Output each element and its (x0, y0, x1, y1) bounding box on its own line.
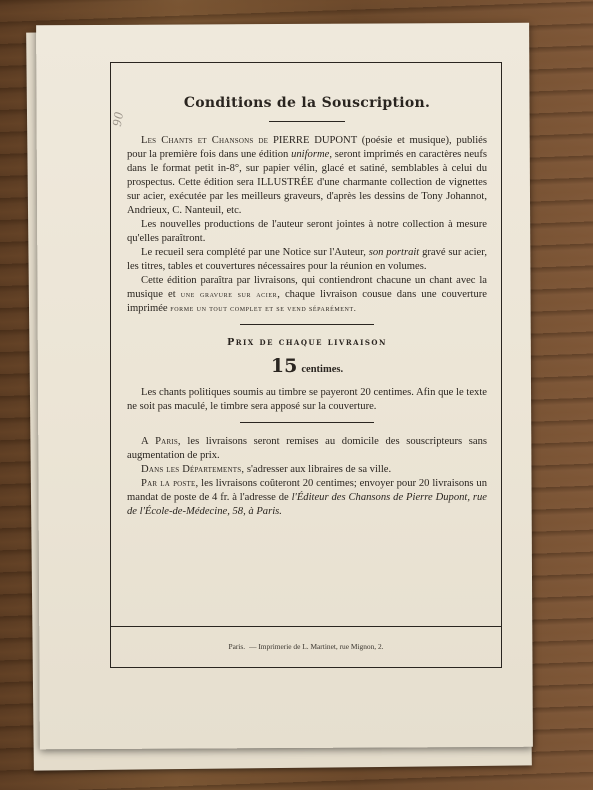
bordered-frame (110, 62, 502, 668)
section-divider-1 (240, 324, 374, 325)
price-unit: centimes. (301, 364, 344, 375)
poste-editeur: l'Éditeur des Chansons de Pierre Dupont, rue de l'École-de-Médecine, 58, à Paris. (127, 492, 488, 517)
paragraph-livraisons (127, 274, 487, 316)
poste-lead: Par la poste, (141, 478, 199, 489)
intro-text-1: (poésie et musique), publiés pour la première fois dans une édition (127, 135, 487, 160)
livraisons-forme: forme un tout complet et se vend séparément. (170, 304, 357, 313)
paragraph-new-productions: Les nouvelles productions de l'auteur seront jointes à notre collection à mesure qu'elles paraîtront. (127, 219, 487, 244)
intro-lead: Les Chants et Chansons de (141, 135, 269, 146)
paragraph-intro (127, 134, 487, 218)
paragraph-poste (127, 477, 487, 519)
notice-text-2: gravé sur acier, les titres, tables et couvertures nécessaires pour la réunion en volumes. (127, 247, 488, 272)
price-label: Prix de chaque livraison (227, 337, 387, 348)
paris-text: les livraisons seront remises au domicile des souscripteurs sans augmentation de prix. (127, 436, 487, 461)
livraisons-text-2: , chaque livraison cousue dans une couverture imprimée (127, 289, 487, 314)
notice-text-1: Le recueil sera complété par une Notice sur l'Auteur, (141, 247, 366, 258)
paragraph-departements (127, 463, 487, 477)
livraisons-text-1: Cette édition paraîtra par livraisons, qui contiendront chacune un chant avec la musique et (127, 275, 487, 300)
poste-text-1: les livraisons coûteront 20 centimes; envoyer pour 20 livraisons un mandat de poste de 4 fr. à l'adresse de (127, 478, 487, 503)
intro-text-2: , seront imprimés en caractères neufs dans le format petit in-8°, sur papier vélin, glacé et satiné, semblables à celui du prospectus. Cette édition sera ILLUSTRÉE d'une charmante collection de vignettes sur acier, exécutée par les meilleurs graveurs, d'après les dessins de Tony Johannot, Andrieux, C. Nanteuil, etc. (127, 149, 487, 216)
paris-lead: A Paris, (141, 436, 181, 447)
page-title: Conditions de la Souscription. (183, 95, 431, 111)
imprint-footer (111, 626, 501, 667)
section-divider-2 (240, 422, 374, 423)
departements-text: s'adresser aux libraires de sa ville. (246, 464, 392, 475)
price-amount: 15 (270, 355, 298, 377)
imprint-text: — Imprimerie de L. Martinet, rue Mignon, 2. (249, 642, 384, 651)
livraisons-gravure: une gravure sur acier (180, 290, 278, 299)
intro-uniforme: uniforme (291, 149, 330, 160)
pencil-mark: 90 (108, 110, 127, 128)
price-line (127, 355, 487, 377)
notice-portrait: son portrait (368, 247, 420, 258)
departements-lead: Dans les Départements, (141, 464, 245, 475)
title-divider (269, 121, 345, 122)
paragraph-timbre: Les chants politiques soumis au timbre se payeront 20 centimes. Afin que le texte ne soit pas maculé, le timbre sera apposé sur la couverture. (127, 387, 487, 412)
intro-author: PIERRE DUPONT (272, 135, 357, 146)
imprint-place: Paris. (228, 642, 246, 651)
paragraph-paris (127, 435, 487, 463)
paragraph-notice (127, 246, 487, 274)
